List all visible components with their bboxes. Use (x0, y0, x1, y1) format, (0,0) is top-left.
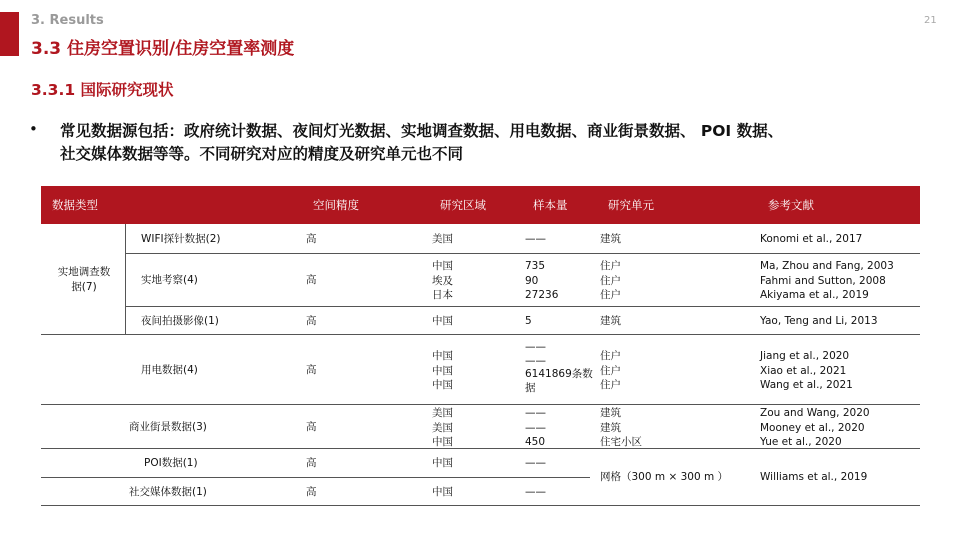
row-power-name: 用电数据(4) (141, 364, 198, 376)
row-poi-name: POI数据(1) (144, 457, 198, 469)
bullet-line-2: 社交媒体数据等等。不同研究对应的精度及研究单元也不同 (60, 145, 464, 163)
table-bottom-rule (41, 505, 920, 506)
row-wifi-name: WIFI探针数据(2) (141, 233, 221, 245)
col-header-unit: 研究单元 (608, 198, 654, 212)
row-wifi-ref: Konomi et al., 2017 (760, 233, 863, 245)
col-header-sample: 样本量 (533, 198, 568, 212)
bullet-marker: • (29, 120, 38, 138)
section-title: 3.3 住房空置识别/住房空置率测度 (31, 39, 295, 59)
row-divider (125, 306, 920, 307)
row-field-sample: 735 90 27236 (525, 260, 559, 301)
row-power-region: 中国 中国 中国 (432, 350, 453, 391)
row-wifi-sample: —— (525, 233, 546, 245)
row-night-name: 夜间拍摄影像(1) (141, 315, 219, 327)
row-street-ref: Zou and Wang, 2020 Mooney et al., 2020 Yue et al., 2020 (760, 407, 870, 448)
row-night-precision: 高 (306, 315, 317, 327)
row-night-unit: 建筑 (600, 315, 621, 327)
row-social-region: 中国 (432, 486, 453, 498)
row-divider (41, 477, 590, 478)
row-street-region: 美国 美国 中国 (432, 407, 453, 448)
row-power-precision: 高 (306, 364, 317, 376)
row-wifi-precision: 高 (306, 233, 317, 245)
col-header-type: 数据类型 (52, 198, 98, 212)
row-night-region: 中国 (432, 315, 453, 327)
row-field-region: 中国 埃及 日本 (432, 260, 453, 301)
group-survey-label: 实地调查数 据(7) (57, 266, 111, 293)
shared-ref: Williams et al., 2019 (760, 471, 868, 483)
row-street-precision: 高 (306, 421, 317, 433)
row-field-ref: Ma, Zhou and Fang, 2003 Fahmi and Sutton, 2008 Akiyama et al., 2019 (760, 260, 894, 301)
table-header (41, 186, 920, 224)
row-power-sample: —— —— 6141869条数 据 (525, 341, 593, 394)
row-field-unit: 住户 住户 住户 (600, 260, 621, 301)
col-header-region: 研究区域 (440, 198, 486, 212)
row-social-sample: —— (525, 486, 546, 498)
row-wifi-unit: 建筑 (600, 233, 621, 245)
row-social-precision: 高 (306, 486, 317, 498)
col-header-ref: 参考文献 (768, 198, 814, 212)
subsection-title: 3.3.1 国际研究现状 (31, 81, 174, 99)
row-power-ref: Jiang et al., 2020 Xiao et al., 2021 Wang et al., 2021 (760, 350, 853, 391)
row-street-unit: 建筑 建筑 住宅小区 (600, 407, 642, 448)
col-header-precision: 空间精度 (313, 198, 359, 212)
row-poi-region: 中国 (432, 457, 453, 469)
row-field-precision: 高 (306, 274, 317, 286)
row-divider (125, 253, 920, 254)
row-street-sample: —— —— 450 (525, 407, 546, 448)
row-night-ref: Yao, Teng and Li, 2013 (760, 315, 878, 327)
bullet-text (60, 120, 930, 166)
row-divider (41, 334, 920, 335)
row-night-sample: 5 (525, 315, 532, 327)
row-social-name: 社交媒体数据(1) (129, 486, 207, 498)
bullet-line-1: 常见数据源包括：政府统计数据、夜间灯光数据、实地调查数据、用电数据、商业街景数据、 POI 数据、 (60, 122, 784, 140)
row-street-name: 商业街景数据(3) (129, 421, 207, 433)
row-field-name: 实地考察(4) (141, 274, 198, 286)
page-number: 21 (924, 15, 937, 26)
row-poi-sample: —— (525, 457, 546, 469)
row-poi-precision: 高 (306, 457, 317, 469)
shared-unit-grid: 网格（300 m × 300 m ） (600, 471, 729, 483)
row-divider (41, 404, 920, 405)
group-divider (125, 224, 126, 334)
row-wifi-region: 美国 (432, 233, 453, 245)
accent-bar (0, 12, 19, 56)
section-label: 3. Results (31, 13, 104, 28)
row-power-unit: 住户 住户 住户 (600, 350, 621, 391)
